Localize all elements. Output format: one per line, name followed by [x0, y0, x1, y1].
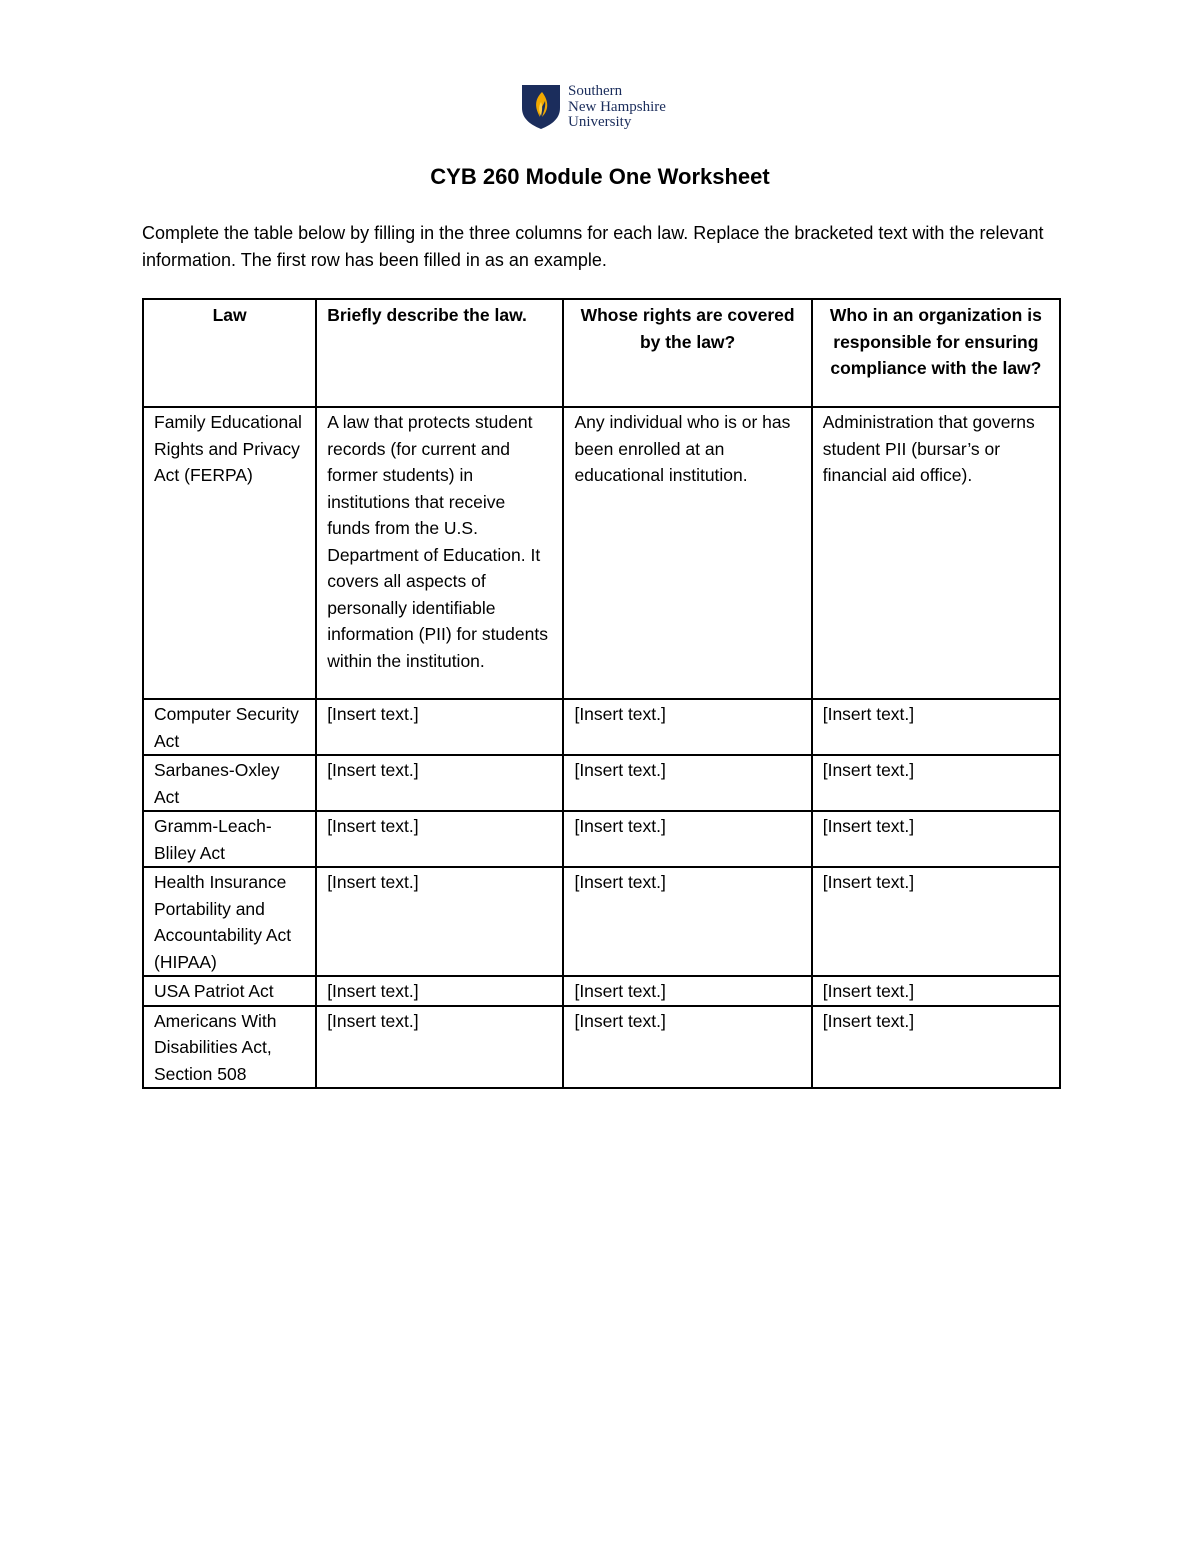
rights-cell: Any individual who is or has been enrolled at an educational institution. — [563, 407, 811, 699]
rights-cell[interactable]: [Insert text.] — [563, 755, 811, 811]
responsible-cell[interactable]: [Insert text.] — [812, 1006, 1060, 1089]
responsible-cell[interactable]: [Insert text.] — [812, 867, 1060, 976]
law-cell: Gramm-Leach-Bliley Act — [143, 811, 316, 867]
description-cell[interactable]: [Insert text.] — [316, 699, 563, 755]
law-cell: Family Educational Rights and Privacy Act (FERPA) — [143, 407, 316, 699]
law-cell: Sarbanes-Oxley Act — [143, 755, 316, 811]
rights-cell[interactable]: [Insert text.] — [563, 699, 811, 755]
description-cell[interactable]: [Insert text.] — [316, 1006, 563, 1089]
shield-flame-icon — [521, 84, 561, 130]
rights-cell[interactable]: [Insert text.] — [563, 1006, 811, 1089]
rights-cell[interactable]: [Insert text.] — [563, 976, 811, 1006]
law-cell: USA Patriot Act — [143, 976, 316, 1006]
table-row — [143, 811, 1060, 867]
rights-cell[interactable]: [Insert text.] — [563, 811, 811, 867]
table-row — [143, 699, 1060, 755]
logo-wordmark — [568, 84, 666, 131]
snhu-logo — [521, 84, 666, 131]
description-cell[interactable]: [Insert text.] — [316, 755, 563, 811]
instructions-paragraph: Complete the table below by filling in the three columns for each law. Replace the bracketed text with the relevant information. The first row has been filled in as an example. — [142, 223, 1044, 270]
description-cell: A law that protects student records (for current and former students) in institutions that receive funds from the U.S. Department of Education. It covers all aspects of personally identifiable information (PII) for students within the institution. — [316, 407, 563, 699]
rights-cell[interactable]: [Insert text.] — [563, 867, 811, 976]
responsible-cell: Administration that governs student PII (bursar’s or financial aid office). — [812, 407, 1060, 699]
law-worksheet-table — [142, 298, 1061, 1089]
table-row — [143, 755, 1060, 811]
header-law: Law — [143, 299, 316, 407]
logo-line-3: University — [568, 114, 632, 130]
logo-line-2: New Hampshire — [568, 98, 666, 115]
responsible-cell[interactable]: [Insert text.] — [812, 699, 1060, 755]
logo-line-1: Southern — [568, 83, 623, 99]
header-responsible: Who in an organization is responsible for ensuring compliance with the law? — [812, 299, 1060, 407]
law-cell: Health Insurance Portability and Accountability Act (HIPAA) — [143, 867, 316, 976]
header-description: Briefly describe the law. — [316, 299, 563, 407]
table-row — [143, 867, 1060, 976]
table-header-row — [143, 299, 1060, 407]
table-row — [143, 1006, 1060, 1089]
description-cell[interactable]: [Insert text.] — [316, 867, 563, 976]
responsible-cell[interactable]: [Insert text.] — [812, 811, 1060, 867]
table-row — [143, 407, 1060, 699]
page-title: CYB 260 Module One Worksheet — [430, 164, 770, 189]
header-rights: Whose rights are covered by the law? — [563, 299, 811, 407]
table-row — [143, 976, 1060, 1006]
responsible-cell[interactable]: [Insert text.] — [812, 976, 1060, 1006]
law-cell: Americans With Disabilities Act, Section 508 — [143, 1006, 316, 1089]
description-cell[interactable]: [Insert text.] — [316, 976, 563, 1006]
description-cell[interactable]: [Insert text.] — [316, 811, 563, 867]
responsible-cell[interactable]: [Insert text.] — [812, 755, 1060, 811]
law-cell: Computer Security Act — [143, 699, 316, 755]
